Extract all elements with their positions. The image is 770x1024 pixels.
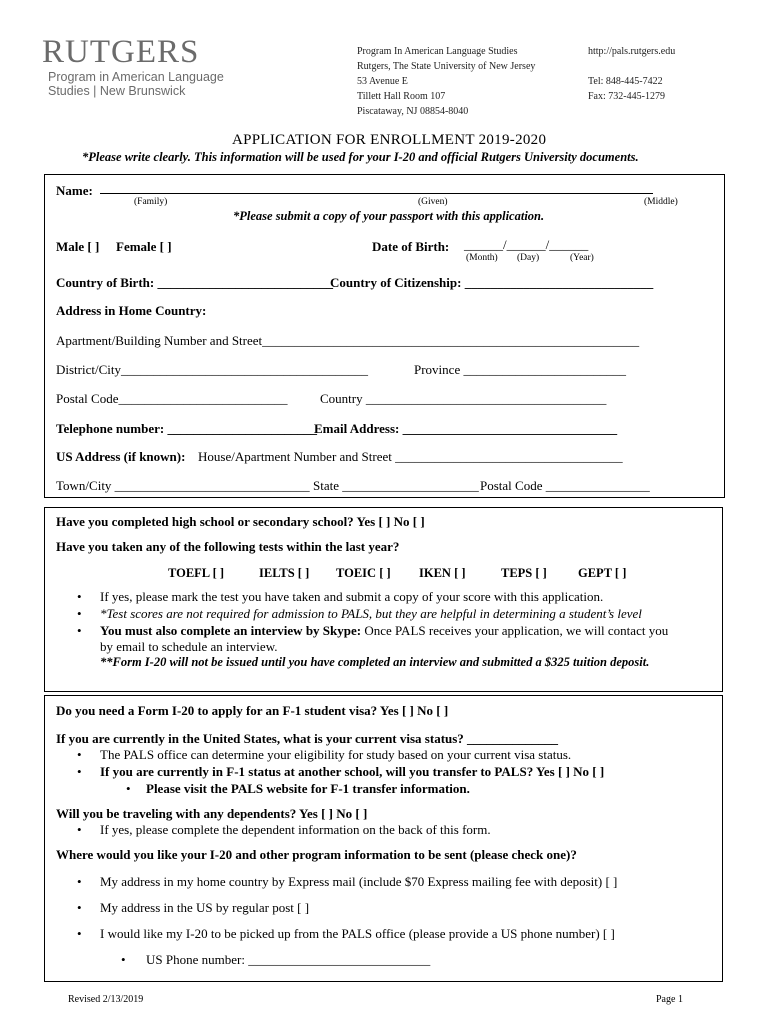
dependents-note: If yes, please complete the dependent information on the back of this form. (100, 822, 491, 837)
country-of-birth-field[interactable]: Country of Birth: ___________________________ (56, 275, 333, 290)
telephone-field[interactable]: Telephone number: _______________________ (56, 421, 317, 436)
test-scores-note: *Test scores are not required for admission to PALS, but they are helpful in determining a student’s level (100, 606, 642, 621)
us-address-label: US Address (if known): (56, 449, 186, 464)
name-middle-label: (Middle) (644, 197, 678, 207)
option-home-country-mail[interactable]: My address in my home country by Express mail (include $70 Express mailing fee with deposit) [ ] (100, 874, 618, 889)
name-family-label: (Family) (134, 197, 168, 207)
us-phone-field[interactable]: US Phone number: ____________________________ (146, 952, 431, 967)
bullet-icon: • (126, 781, 131, 796)
transfer-question[interactable]: If you are currently in F-1 status at another school, will you transfer to PALS? Yes [ ] No [ ] (100, 764, 605, 779)
address-line-3: 53 Avenue E (357, 76, 408, 87)
visa-eligibility-note: The PALS office can determine your eligibility for study based on your current visa status. (100, 747, 572, 762)
dob-day-label: (Day) (517, 253, 540, 263)
teps-checkbox[interactable]: TEPS [ ] (501, 566, 547, 580)
name-given-label: (Given) (418, 197, 448, 207)
state-field[interactable]: State _____________________ (313, 478, 479, 493)
dob-field[interactable]: ______/______/______ (464, 237, 589, 252)
address-line-5: Piscataway, NJ 08854-8040 (357, 106, 469, 117)
page-title: APPLICATION FOR ENROLLMENT 2019-2020 (232, 132, 547, 148)
ielts-checkbox[interactable]: IELTS [ ] (259, 566, 310, 580)
bullet-icon: • (77, 764, 82, 779)
address-home-heading: Address in Home Country: (56, 303, 207, 318)
province-field[interactable]: Province _________________________ (414, 362, 626, 377)
bullet-icon: • (77, 926, 82, 941)
male-checkbox[interactable]: Male [ ] (56, 239, 100, 254)
bullet-icon: • (77, 606, 82, 621)
i20-deposit-note: **Form I-20 will not be issued until you have completed an interview and submitted a $325 tuition deposit. (100, 655, 650, 669)
bullet-icon: • (77, 822, 82, 837)
bullet-icon: • (121, 952, 126, 967)
test-instruction: If yes, please mark the test you have taken and submit a copy of your score with this application. (100, 589, 604, 604)
address-line-2: Rutgers, The State University of New Jersey (357, 61, 536, 72)
visa-status-question[interactable]: If you are currently in the United States, what is your current visa status? ______________ (56, 731, 559, 746)
female-checkbox[interactable]: Female [ ] (116, 239, 172, 254)
page-number: Page 1 (656, 994, 683, 1005)
interview-instruction (100, 623, 668, 639)
name-label: Name: (56, 183, 93, 198)
dob-label: Date of Birth: (372, 239, 450, 254)
district-city-field[interactable]: District/City______________________________________ (56, 362, 368, 377)
interview-rest: Once PALS receives your application, we will contact you (361, 623, 669, 638)
logo-subtitle-2: Studies | New Brunswick (48, 84, 186, 98)
email-field[interactable]: Email Address: _________________________________ (314, 421, 618, 436)
fax-number: Fax: 732-445-1279 (588, 91, 665, 102)
transfer-info-note: Please visit the PALS website for F-1 transfer information. (146, 781, 470, 796)
mailing-question: Where would you like your I-20 and other program information to be sent (please check one)? (56, 847, 577, 862)
interview-instruction-cont: by email to schedule an interview. (100, 639, 278, 654)
toeic-checkbox[interactable]: TOEIC [ ] (336, 566, 391, 580)
address-line-1: Program In American Language Studies (357, 46, 518, 57)
toefl-checkbox[interactable]: TOEFL [ ] (168, 566, 225, 580)
bullet-icon: • (77, 900, 82, 915)
option-us-post[interactable]: My address in the US by regular post [ ] (100, 900, 310, 915)
bullet-icon: • (77, 874, 82, 889)
logo-subtitle-1: Program in American Language (48, 70, 224, 84)
bullet-icon: • (77, 747, 82, 762)
i20-question[interactable]: Do you need a Form I-20 to apply for an F-1 student visa? Yes [ ] No [ ] (56, 703, 449, 718)
high-school-question[interactable]: Have you completed high school or secondary school? Yes [ ] No [ ] (56, 514, 425, 529)
rutgers-logo: RUTGERS (42, 34, 200, 70)
website-link[interactable]: http://pals.rutgers.edu (588, 46, 676, 57)
us-address-field[interactable]: House/Apartment Number and Street ___________________________________ (198, 449, 623, 464)
gept-checkbox[interactable]: GEPT [ ] (578, 566, 627, 580)
country-of-citizenship-field[interactable]: Country of Citizenship: _____________________________ (330, 275, 654, 290)
apartment-street-field[interactable]: Apartment/Building Number and Street__________________________________________________________ (56, 333, 640, 348)
tests-question: Have you taken any of the following tests within the last year? (56, 539, 400, 554)
bullet-icon: • (77, 589, 82, 604)
passport-note: *Please submit a copy of your passport with this application. (233, 209, 545, 223)
interview-bold: You must also complete an interview by Skype: (100, 623, 362, 638)
iken-checkbox[interactable]: IKEN [ ] (419, 566, 466, 580)
page-subtitle: *Please write clearly. This information will be used for your I-20 and official Rutgers University documents. (82, 150, 639, 164)
town-city-field[interactable]: Town/City ______________________________ (56, 478, 310, 493)
address-line-4: Tillett Hall Room 107 (357, 91, 446, 102)
tel-number: Tel: 848-445-7422 (588, 76, 663, 87)
dob-year-label: (Year) (570, 253, 594, 263)
us-postal-code-field[interactable]: Postal Code ________________ (480, 478, 650, 493)
bullet-icon: • (77, 623, 82, 638)
revised-date: Revised 2/13/2019 (68, 994, 144, 1005)
postal-code-field[interactable]: Postal Code__________________________ (56, 391, 288, 406)
dob-month-label: (Month) (466, 253, 498, 263)
dependents-question[interactable]: Will you be traveling with any dependents? Yes [ ] No [ ] (56, 806, 368, 821)
name-line[interactable] (100, 193, 653, 194)
option-pickup[interactable]: I would like my I-20 to be picked up from the PALS office (please provide a US phone number) [ ] (100, 926, 615, 941)
country-field[interactable]: Country _____________________________________ (320, 391, 607, 406)
